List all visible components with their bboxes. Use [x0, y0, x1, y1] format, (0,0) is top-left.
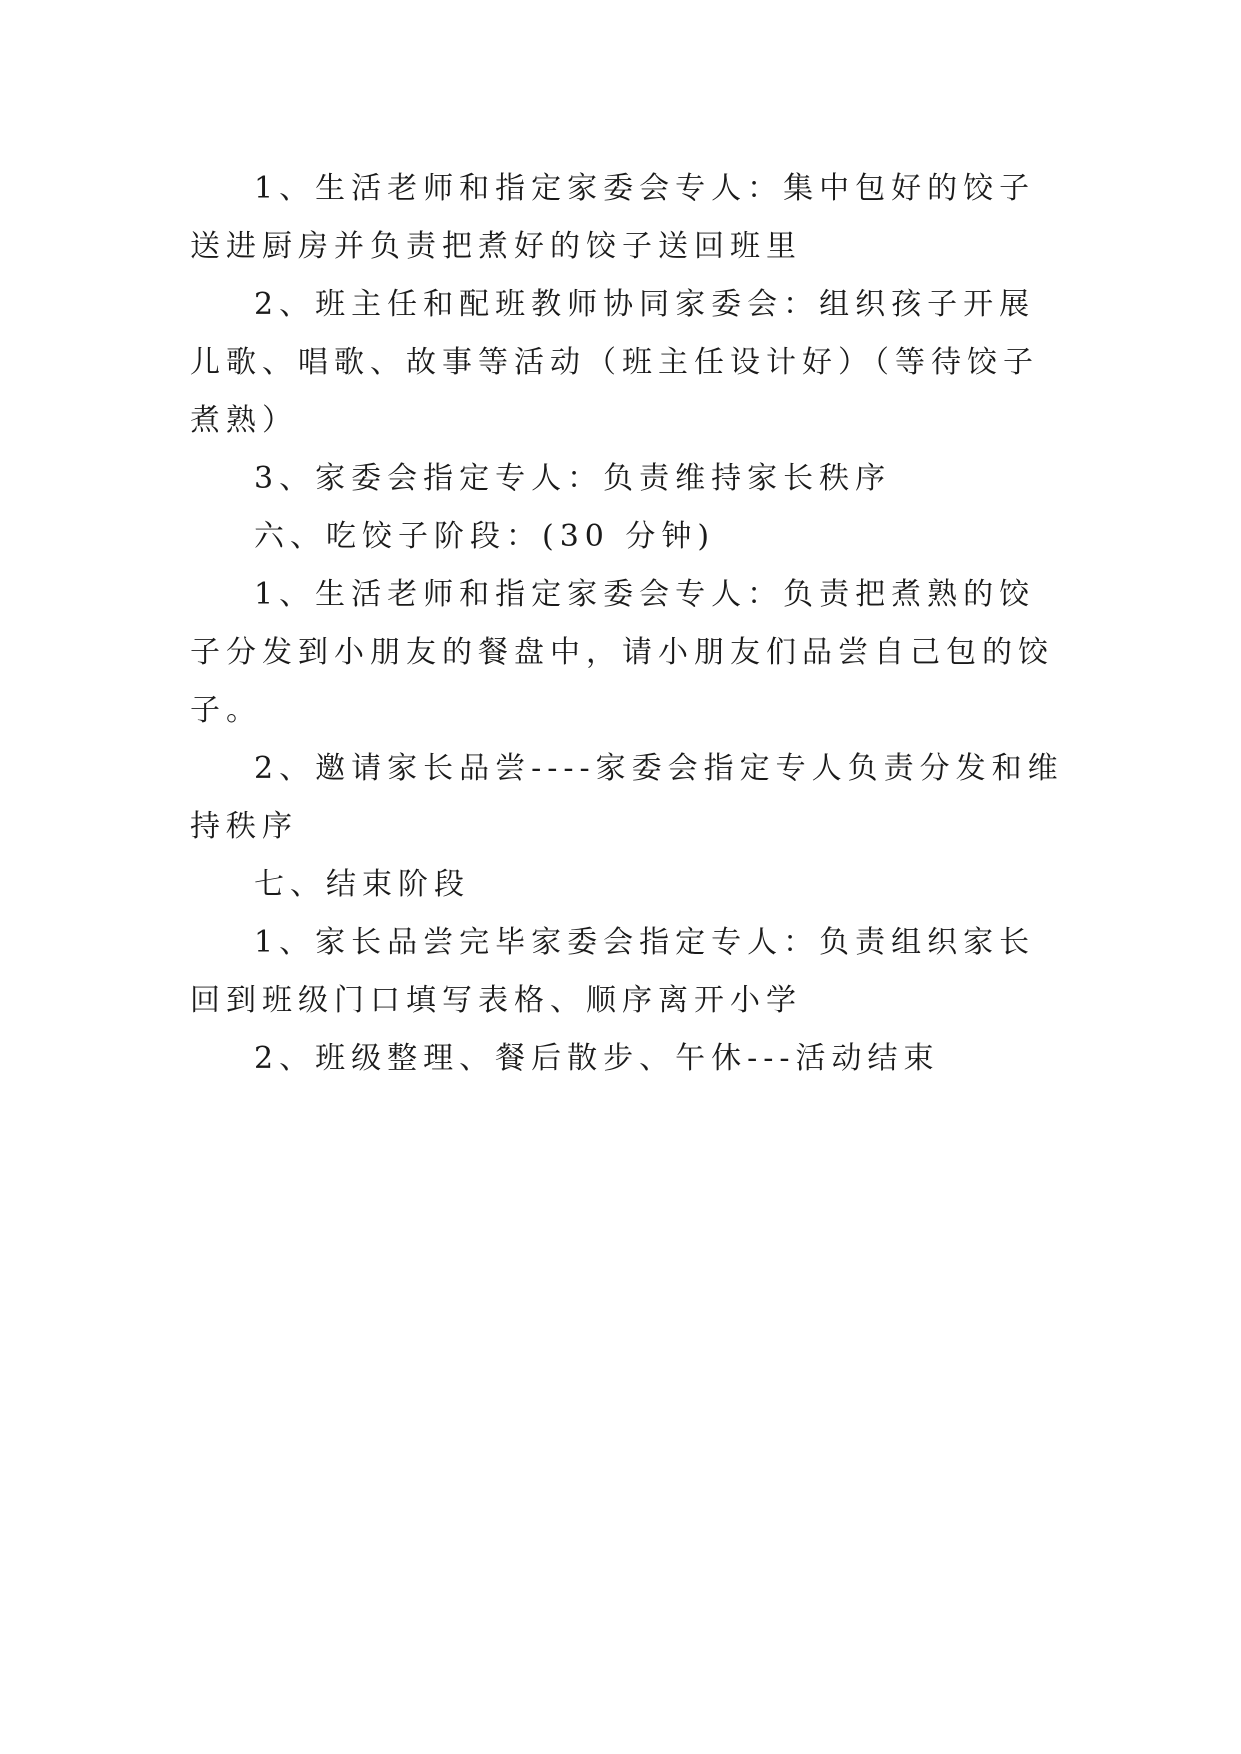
document-body — [190, 160, 1070, 1088]
paragraph-6: 2、邀请家长品尝----家委会指定专人负责分发和维持秩序 — [190, 751, 1064, 844]
paragraph-8: 1、家长品尝完毕家委会指定专人：负责组织家长回到班级门口填写表格、顺序离开小学 — [190, 925, 1036, 1018]
paragraph-5: 1、生活老师和指定家委会专人：负责把煮熟的饺子分发到小朋友的餐盘中，请小朋友们品尝自己包的饺子。 — [190, 577, 1054, 728]
paragraph-1: 1、生活老师和指定家委会专人：集中包好的饺子送进厨房并负责把煮好的饺子送回班里 — [190, 171, 1036, 264]
section-heading-7: 七、结束阶段 — [254, 867, 470, 902]
paragraph-2: 2、班主任和配班教师协同家委会：组织孩子开展儿歌、唱歌、故事等活动（班主任设计好）（等待饺子煮熟） — [190, 287, 1039, 438]
paragraph-3: 3、家委会指定专人：负责维持家长秩序 — [254, 461, 892, 496]
paragraph-9: 2、班级整理、餐后散步、午休---活动结束 — [254, 1041, 940, 1076]
section-heading-6: 六、吃饺子阶段：(30 分钟) — [254, 519, 716, 554]
